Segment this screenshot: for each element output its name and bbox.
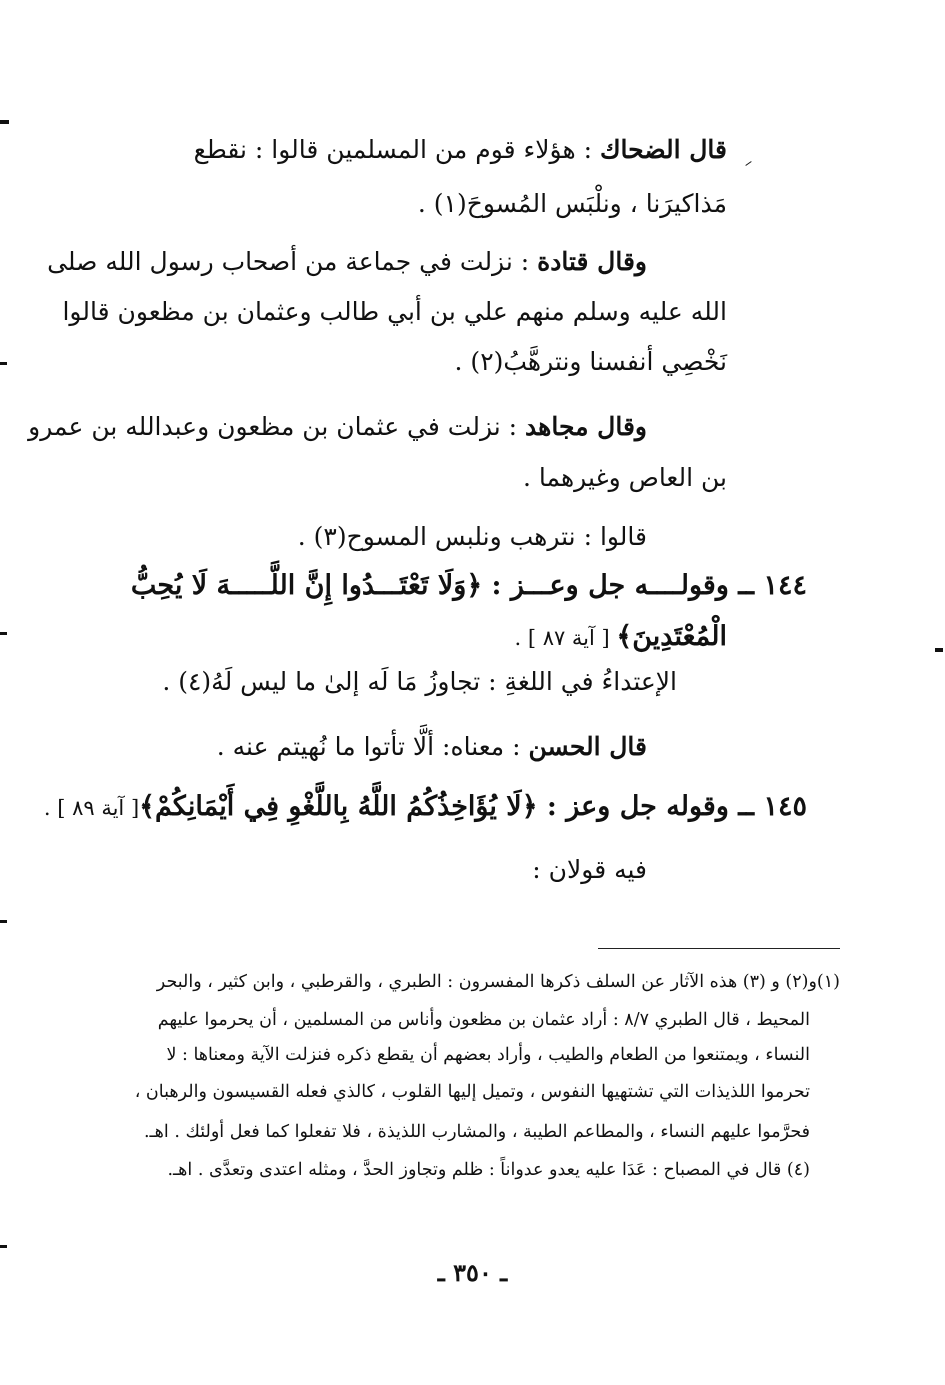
dahhak-line-1: قال الضحاك : هؤلاء قوم من المسلمين قالوا : نقطع [193, 135, 727, 164]
margin-mark [0, 120, 9, 124]
margin-mark [0, 632, 7, 635]
speaker-name: قال الضحاك [599, 135, 727, 164]
verse-reference: [ آية ٨٩ ] . [43, 796, 140, 820]
verse-145-line [44, 790, 807, 825]
verse-text: الْمُعْتَدِينَ﴾ [616, 621, 727, 652]
mujahid-line-1: وقال مجاهد : نزلت في عثمان بن مظعون وعبدالله بن عمرو [28, 412, 647, 441]
dahhak-line-2: مَذاكيرَنا ، ونلْبَس المُسوحَ(١) . [417, 189, 727, 218]
speaker-name: وقال مجاهد [525, 412, 647, 441]
speaker-name: وقال قتادة [537, 247, 647, 276]
speaker-name: قال الحسن [528, 732, 647, 761]
hasan-line: قال الحسن : معناه: ألَّا تأتوا ما نُهيتم عنه . [216, 732, 647, 761]
margin-mark [0, 1245, 7, 1248]
qatada-line-2: الله عليه وسلم منهم علي بن أبي طالب وعثمان بن مظعون قالوا [62, 297, 727, 326]
footnote-line: (١)و(٢) و (٣) هذه الآثار عن السلف ذكرها المفسرون : الطبري ، والقرطبي ، وابن كثير ، والبحر [156, 972, 840, 992]
margin-mark [935, 648, 943, 652]
qawlan-line: فيه قولان : [532, 855, 647, 884]
margin-mark [0, 920, 7, 923]
verse-144-line-1: ١٤٤ ــ وقولــــه جل وعـــز : ﴿وَلَا تَعْتَـــدُوا إِنَّ اللَّـــــهَ لَا يُحِبُّ [130, 570, 807, 601]
verse-text: ١٤٥ ــ وقوله جل وعز : ﴿لَا يُؤَاخِذُكُمُ اللَّهُ بِاللَّغْوِ فِي أَيْمَانِكُمْ﴾ [139, 791, 807, 822]
verse-reference: [ آية ٨٧ ] . [514, 626, 617, 650]
verse-144-line-2 [514, 620, 727, 655]
footnote-line: المحيط ، قال الطبري ٨/٧ : أراد عثمان بن مظعون وأناس من المسلمين ، أن يحرموا عليهم [157, 1010, 810, 1030]
footnote-divider [598, 948, 840, 949]
footnote-line: فحرَّموا عليهم النساء ، والمطاعم الطيبة ، والمشارب اللذيذة ، فلا تفعلوا كما فعل أولئك . اهـ. [143, 1122, 810, 1142]
margin-mark [0, 362, 7, 365]
footnote-line: (٤) قال في المصباح : عَدَا عليه يعدو عدواناً : ظلم وتجاوز الحدَّ ، ومثله اعتدى وتعدَّى . اهـ. [167, 1160, 810, 1180]
itidaa-line: الإعتداءُ في اللغةِ : تجاوزُ مَا لَه إلىٰ ما ليس لَهُ(٤) . [162, 667, 677, 696]
footnote-line: النساء ، ويمتنعوا من الطعام والطيب ، وأراد بعضهم أن يقطع ذكره فنزلت الآية ومعناها : لا [166, 1045, 810, 1065]
qatada-line-3: نَخْصِي أنفسنا ونترهَّبُ(٢) . [454, 347, 727, 376]
margin-tick [745, 161, 751, 166]
qatada-line-1: وقال قتادة : نزلت في جماعة من أصحاب رسول الله صلى [47, 247, 647, 276]
page-number: ـ ٣٥٠ ـ [437, 1258, 508, 1287]
footnote-line: تحرموا اللذيذات التي تشتهيها النفوس ، وتميل إليها القلوب ، كالذي فعله القسيسون والرهبان ، [134, 1082, 810, 1102]
qalu-line: قالوا : نترهب ونلبس المسوح(٣) . [297, 522, 647, 551]
mujahid-line-2: بن العاص وغيرهما . [523, 463, 727, 492]
